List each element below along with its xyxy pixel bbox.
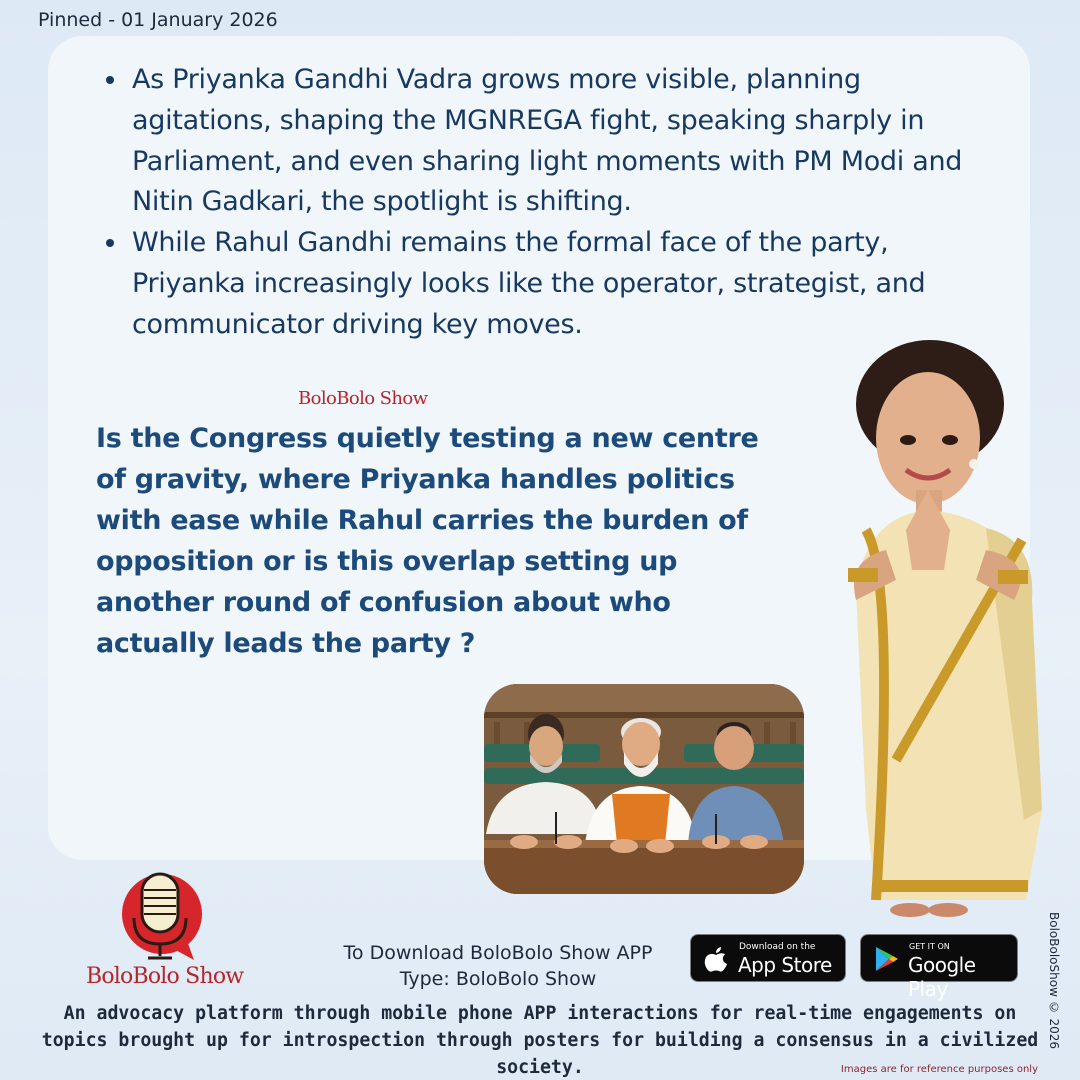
bullet-item: As Priyanka Gandhi Vadra grows more visible, planning agitations, shaping the MGNREGA fight, speaking sharply in Parliament, and even sharing light moments with PM Modi and Nitin Gadkari, the spotlight is shifting. <box>104 60 984 223</box>
bullet-item: While Rahul Gandhi remains the formal face of the party, Priyanka increasingly looks like the operator, strategist, and communicator driving key moves. <box>104 223 984 345</box>
google-play-button[interactable] <box>860 934 1018 1001</box>
pinned-date: Pinned - 01 January 2026 <box>38 9 278 31</box>
parliament-illustration <box>484 684 804 894</box>
download-instructions <box>318 940 678 992</box>
microphone-logo-art <box>112 868 208 964</box>
parliament-illustration-art <box>484 684 804 894</box>
standing-woman-art <box>836 340 1062 920</box>
google-play-label: Google Play <box>908 953 976 1001</box>
google-play-small-label: GET IT ON <box>909 942 950 951</box>
question-text: Is the Congress quietly testing a new centre of gravity, where Priyanka handles politics with ease while Rahul carries the burden of opposition or is this overlap setting up another round of confusion about who actually leads the party ? <box>96 423 759 659</box>
standing-woman-illustration <box>836 340 1062 920</box>
apple-icon <box>703 945 729 973</box>
download-type-line: Type: BoloBolo Show <box>399 968 597 990</box>
app-store-label: App Store <box>738 953 832 977</box>
bullet-list <box>104 60 984 346</box>
tagline: An advocacy platform through mobile phone APP interactions for real-time engagements on topics brought up for introspection through posters for building a consensus in a civilized society. <box>41 1003 1039 1078</box>
app-store-small-label: Download on the <box>739 942 816 952</box>
download-line: To Download BoloBolo Show APP <box>343 942 653 964</box>
microphone-logo-icon <box>112 868 208 964</box>
brand-wordmark: BoloBolo Show <box>298 388 428 409</box>
brand-logo-text: BoloBolo Show <box>86 964 244 989</box>
image-disclaimer: Images are for reference purposes only <box>840 1064 1038 1075</box>
app-store-button[interactable] <box>690 934 846 982</box>
copyright-notice: BoloBoloShow © 2026 <box>1047 912 1061 1050</box>
google-play-icon <box>873 945 899 973</box>
